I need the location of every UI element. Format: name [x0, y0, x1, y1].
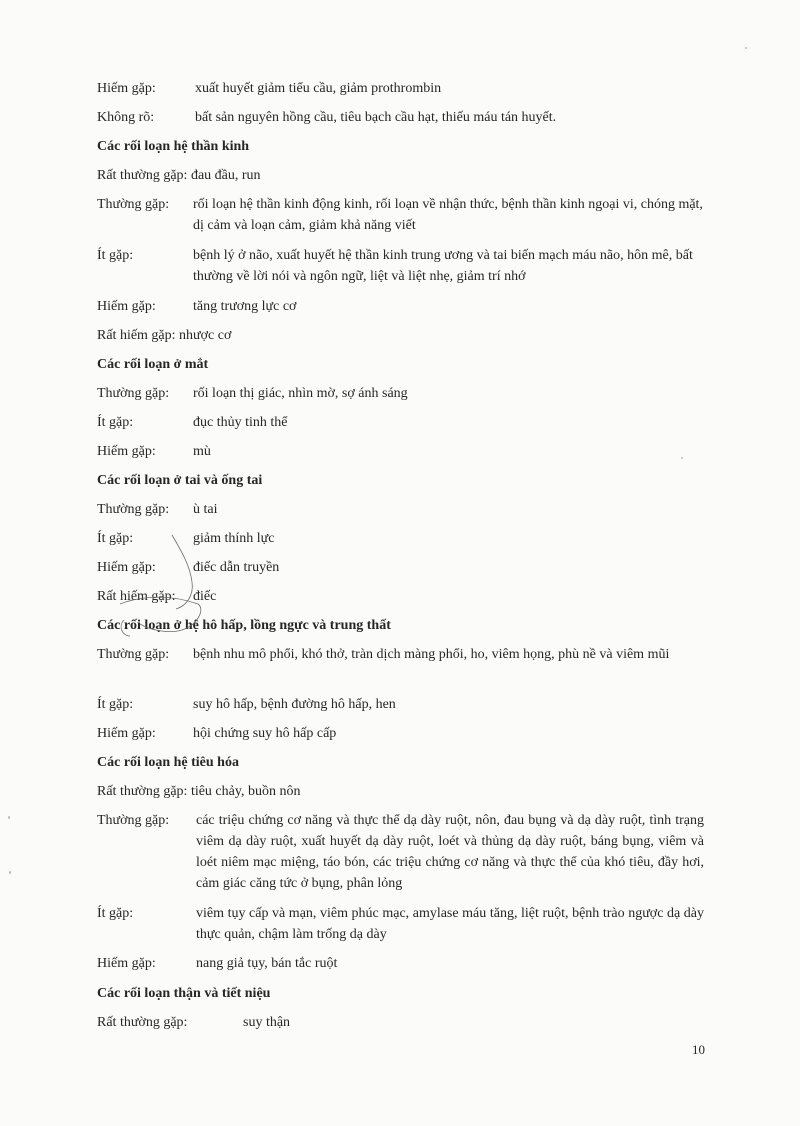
- item-text: tiêu chảy, buồn nôn: [190, 784, 301, 799]
- list-item: [97, 499, 704, 520]
- section-heading: Các rối loạn hệ thần kinh: [97, 139, 250, 154]
- item-label: Ít gặp:: [97, 531, 134, 546]
- item-text: bệnh nhu mô phổi, khó thở, tràn dịch màng phổi, ho, viêm họng, phù nề và viêm mũi: [193, 647, 670, 662]
- list-item: [97, 557, 704, 578]
- list-item: [97, 694, 704, 715]
- list-item: [97, 528, 704, 549]
- item-label: Rất thường gặp:: [97, 1015, 188, 1030]
- scan-speck: [745, 47, 747, 49]
- list-item: [97, 383, 704, 404]
- item-label: Rất thường gặp:: [97, 784, 188, 799]
- list-item: [97, 903, 704, 945]
- item-label: Ít gặp:: [97, 415, 134, 430]
- item-label: Ít gặp:: [97, 697, 134, 712]
- list-item: [97, 644, 704, 665]
- list-item: [97, 781, 704, 802]
- item-label: Rất hiếm gặp:: [97, 328, 176, 343]
- list-item: [97, 107, 704, 128]
- item-text: viêm tụy cấp và mạn, viêm phúc mạc, amylase máu tăng, liệt ruột, bệnh trào ngược dạ dày thực quản, chậm làm trống dạ dày: [196, 906, 704, 942]
- item-text: bệnh lý ở não, xuất huyết hệ thần kinh trung ương và tai biến mạch máu não, hôn mê, bất thường về lời nói và ngôn ngữ, liệt và liệt nhẹ, giảm trí nhớ: [193, 248, 693, 284]
- item-text: nang giả tụy, bán tắc ruột: [196, 956, 338, 971]
- scan-speck: [8, 816, 10, 819]
- list-item: [97, 441, 704, 462]
- item-label: Hiếm gặp:: [97, 299, 156, 314]
- item-label: Hiếm gặp:: [97, 956, 156, 971]
- item-label: Ít gặp:: [97, 906, 134, 921]
- list-item: [97, 412, 704, 433]
- list-item: [97, 194, 704, 236]
- list-item: [97, 586, 704, 607]
- list-item: [97, 325, 704, 346]
- item-label: Hiếm gặp:: [97, 726, 156, 741]
- list-item: [97, 245, 704, 287]
- list-item: [97, 953, 704, 974]
- item-text: hội chứng suy hô hấp cấp: [193, 726, 337, 741]
- list-item: [97, 810, 704, 894]
- item-text: điếc dẫn truyền: [193, 560, 280, 575]
- list-item: [97, 78, 704, 99]
- item-label: Hiếm gặp:: [97, 81, 156, 96]
- item-text: nhược cơ: [179, 328, 232, 343]
- item-text: suy thận: [243, 1015, 291, 1030]
- item-label: Hiếm gặp:: [97, 560, 156, 575]
- item-label: Không rõ:: [97, 110, 155, 125]
- list-item: [97, 1012, 704, 1033]
- item-text: tăng trương lực cơ: [193, 299, 297, 314]
- list-item: [97, 723, 704, 744]
- item-label: Thường gặp:: [97, 813, 170, 828]
- scan-speck: [681, 457, 683, 459]
- section-heading: Các rối loạn ở tai và ống tai: [97, 473, 263, 488]
- item-text: rối loạn thị giác, nhìn mờ, sợ ánh sáng: [193, 386, 408, 401]
- section-heading: Các rối loạn ở mắt: [97, 357, 209, 372]
- item-label: Thường gặp:: [97, 647, 170, 662]
- item-label: Rất hiếm gặp:: [97, 589, 176, 604]
- section-heading: Các rối loạn ở hệ hô hấp, lồng ngực và trung thất: [97, 618, 391, 633]
- item-text: điếc: [193, 589, 217, 604]
- list-item: [97, 296, 704, 317]
- page-number: 10: [692, 1042, 705, 1057]
- item-label: Thường gặp:: [97, 386, 170, 401]
- item-label: Thường gặp:: [97, 197, 170, 212]
- item-text: giảm thính lực: [193, 531, 275, 546]
- item-text: đau đầu, run: [190, 168, 261, 183]
- item-text: xuất huyết giảm tiểu cầu, giảm prothrombin: [195, 81, 442, 96]
- item-text: suy hô hấp, bệnh đường hô hấp, hen: [193, 697, 396, 712]
- section-heading: Các rối loạn thận và tiết niệu: [97, 986, 271, 1001]
- list-item: [97, 165, 704, 186]
- item-text: mù: [193, 444, 211, 459]
- item-label: Rất thường gặp:: [97, 168, 188, 183]
- item-label: Ít gặp:: [97, 248, 134, 263]
- item-text: bất sản nguyên hồng cầu, tiêu bạch cầu hạt, thiếu máu tán huyết.: [195, 110, 557, 125]
- item-text: đục thủy tinh thể: [193, 415, 288, 430]
- scan-speck: [9, 871, 11, 874]
- item-label: Thường gặp:: [97, 502, 170, 517]
- item-label: Hiếm gặp:: [97, 444, 156, 459]
- item-text: các triệu chứng cơ năng và thực thể dạ dày ruột, nôn, đau bụng và dạ dày ruột, tình trạng viêm dạ dày ruột, xuất huyết dạ dày ruột, loét và thủng dạ dày ruột, báng bụng, viêm và loét niêm mạc miệng, táo bón, các triệu chứng cơ năng và thực thể của khó tiêu, đầy hơi, cảm giác căng tức ở bụng, phân lỏng: [196, 813, 704, 891]
- section-heading: Các rối loạn hệ tiêu hóa: [97, 755, 239, 770]
- item-text: ù tai: [193, 502, 218, 517]
- item-text: rối loạn hệ thần kinh động kinh, rối loạn về nhận thức, bệnh thần kinh ngoại vi, chóng mặt, dị cảm và loạn cảm, giảm khả năng viết: [193, 197, 703, 233]
